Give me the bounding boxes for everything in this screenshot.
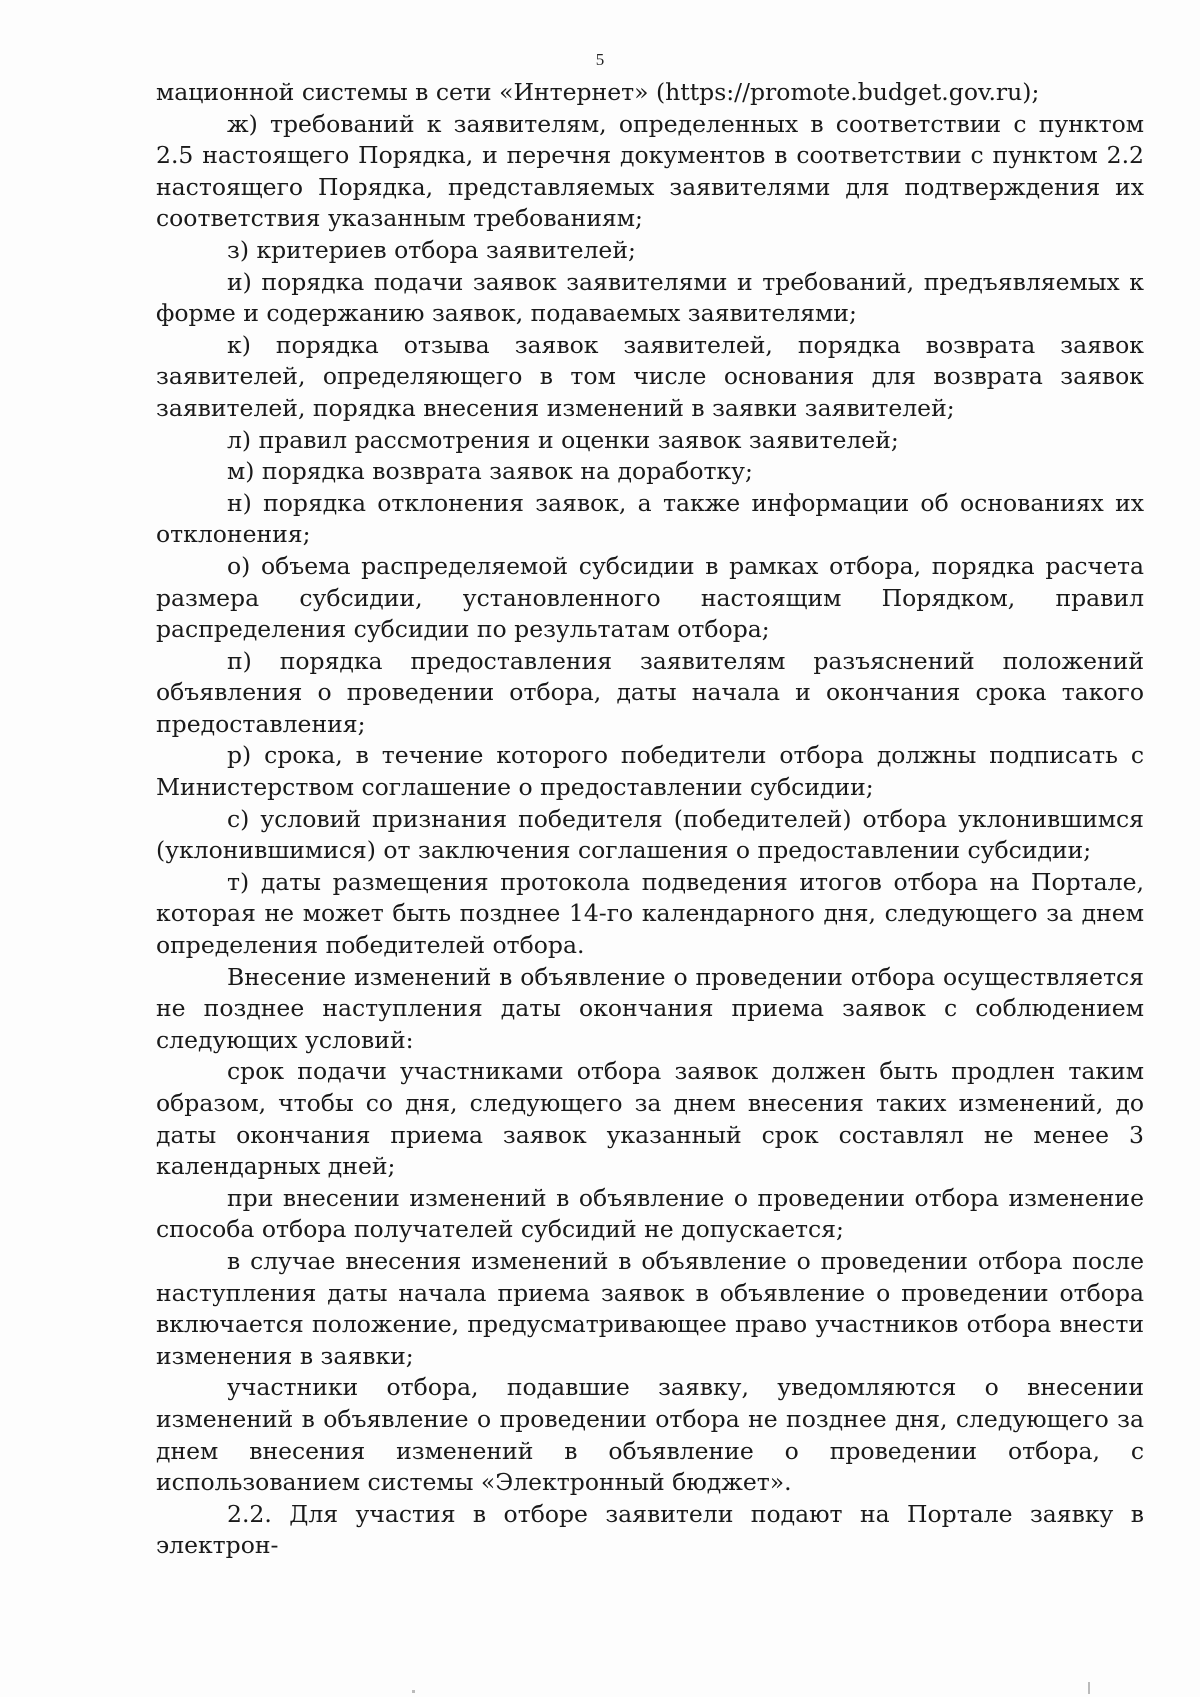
paragraph-condition-changes: в случае внесения изменений в объявление о проведении отбора после наступления даты начала приема заявок в объявление о проведении отбора включается положение, предусматривающее право участников отбора внести изменения в заявки; [156, 1246, 1144, 1370]
paragraph-section-2-2: 2.2. Для участия в отборе заявители подают на Портале заявку в электрон- [156, 1499, 1144, 1560]
paragraph-condition-method: при внесении изменений в объявление о проведении отбора изменение способа отбора получателей субсидий не допускается; [156, 1183, 1144, 1244]
paragraph-item-i: и) порядка подачи заявок заявителями и требований, предъявляемых к форме и содержанию заявок, подаваемых заявителями; [156, 267, 1144, 328]
paragraph-condition-deadline: срок подачи участниками отбора заявок должен быть продлен таким образом, чтобы со дня, следующего за днем внесения таких изменений, до даты окончания приема заявок указанный срок составлял не менее 3 календарных дней; [156, 1057, 1144, 1181]
paragraph-item-r: р) срока, в течение которого победители отбора должны подписать с Министерством соглашение о предоставлении субсидии; [156, 741, 1144, 802]
paragraph-item-n: н) порядка отклонения заявок, а также информации об основаниях их отклонения; [156, 488, 1144, 549]
paragraph-item-t: т) даты размещения протокола подведения итогов отбора на Портале, которая не может быть позднее 14-го календарного дня, следующего за днем определения победителей отбора. [156, 867, 1144, 960]
scan-artifact-mark [1088, 1682, 1090, 1694]
paragraph-item-m: м) порядка возврата заявок на доработку; [227, 457, 753, 486]
document-body [156, 77, 1144, 1562]
paragraph-amendments: Внесение изменений в объявление о проведении отбора осуществляется не позднее наступления даты окончания приема заявок с соблюдением следующих условий: [156, 962, 1144, 1054]
paragraph-item-s: с) условий признания победителя (победителей) отбора уклонившимся (уклонившимися) от заключения соглашения о предоставлении субсидии; [156, 804, 1144, 865]
paragraph-item-p: п) порядка предоставления заявителям разъяснений положений объявления о проведении отбора, даты начала и окончания срока такого предоставления; [156, 646, 1144, 738]
paragraph-item-k: к) порядка отзыва заявок заявителей, порядка возврата заявок заявителей, определяющего в том числе основания для возврата заявок заявителей, порядка внесения изменений в заявки заявителей; [156, 330, 1144, 422]
paragraph-item-z: з) критериев отбора заявителей; [227, 235, 636, 264]
paragraph-item-zh: ж) требований к заявителям, определенных в соответствии с пунктом 2.5 настоящего Порядка, и перечня документов в соответствии с пунктом 2.2 настоящего Порядка, представляемых заявителями для подтверждения их соответствия указанным требованиям; [156, 109, 1144, 233]
page-number: 5 [595, 50, 605, 69]
paragraph-item-o: о) объема распределяемой субсидии в рамках отбора, порядка расчета размера субсидии, установленного настоящим Порядком, правил распределения субсидии по результатам отбора; [156, 551, 1144, 644]
scan-artifact-mark [412, 1690, 415, 1693]
paragraph-condition-notification: участники отбора, подавшие заявку, уведомляются о внесении изменений в объявление о проведении отбора не позднее дня, следующего за днем внесения изменений в объявление о проведении отбора, с использованием системы «Электронный бюджет». [156, 1373, 1144, 1497]
paragraph-item-l: л) правил рассмотрения и оценки заявок заявителей; [227, 425, 899, 454]
paragraph-continuation: мационной системы в сети «Интернет» (https://promote.budget.gov.ru); [156, 78, 1040, 106]
